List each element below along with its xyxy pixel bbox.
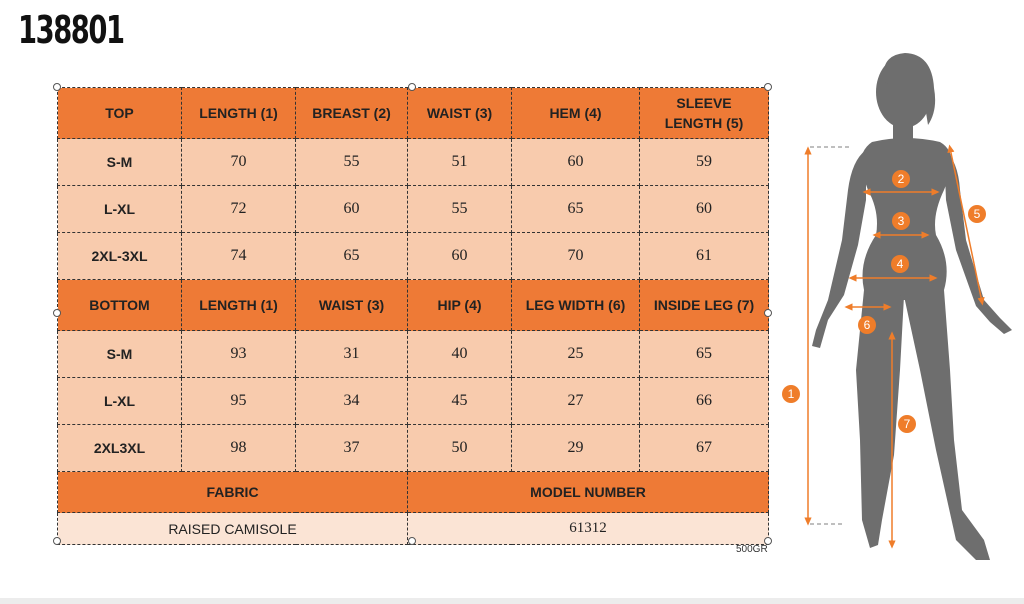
marker-1 <box>782 385 800 403</box>
resize-handle[interactable] <box>764 309 772 317</box>
fabric-label: FABRIC <box>58 472 408 513</box>
marker-6 <box>858 316 876 334</box>
bottom-header-cell: INSIDE LEG (7) <box>640 280 769 331</box>
table-cell: 70 <box>182 139 296 186</box>
table-cell: 37 <box>296 425 408 472</box>
table-cell: 93 <box>182 331 296 378</box>
table-cell: 72 <box>182 186 296 233</box>
top-header-row <box>58 88 769 139</box>
table-cell: 40 <box>408 331 512 378</box>
top-header-cell: HEM (4) <box>512 88 640 139</box>
bottom-header-row <box>58 280 769 331</box>
marker-2 <box>892 170 910 188</box>
table-row <box>58 378 769 425</box>
marker-5 <box>968 205 986 223</box>
body-measurement-figure <box>780 50 1020 575</box>
table-cell: 55 <box>296 139 408 186</box>
fabric-value: RAISED CAMISOLE <box>58 513 408 545</box>
woman-silhouette <box>812 53 1012 560</box>
marker-7 <box>898 415 916 433</box>
table-cell: 34 <box>296 378 408 425</box>
table-cell: 45 <box>408 378 512 425</box>
resize-handle[interactable] <box>408 83 416 91</box>
table-cell: 60 <box>512 139 640 186</box>
top-header-cell: LENGTH (1) <box>182 88 296 139</box>
table-cell: 95 <box>182 378 296 425</box>
resize-handle[interactable] <box>764 83 772 91</box>
size-chart-table <box>57 87 769 545</box>
table-cell: 74 <box>182 233 296 280</box>
top-header-cell: WAIST (3) <box>408 88 512 139</box>
model-number-value: 61312 <box>408 513 769 545</box>
top-header-cell: BREAST (2) <box>296 88 408 139</box>
footer-header-row <box>58 472 769 513</box>
product-code-title: 138801 <box>18 8 124 52</box>
table-cell: 60 <box>640 186 769 233</box>
marker-4 <box>891 255 909 273</box>
svg-text:2: 2 <box>897 172 905 186</box>
bottom-header-cell: WAIST (3) <box>296 280 408 331</box>
size-label: S-M <box>58 331 182 378</box>
table-cell: 60 <box>408 233 512 280</box>
model-number-label: MODEL NUMBER <box>408 472 769 513</box>
table-cell: 98 <box>182 425 296 472</box>
table-row <box>58 186 769 233</box>
svg-text:1: 1 <box>787 387 795 401</box>
size-label: 2XL3XL <box>58 425 182 472</box>
table-cell: 65 <box>512 186 640 233</box>
table-cell: 51 <box>408 139 512 186</box>
table-row <box>58 331 769 378</box>
bottom-header-cell: HIP (4) <box>408 280 512 331</box>
table-cell: 67 <box>640 425 769 472</box>
table-cell: 70 <box>512 233 640 280</box>
bottom-scroll-bar <box>0 598 1024 604</box>
table-cell: 27 <box>512 378 640 425</box>
size-label: L-XL <box>58 186 182 233</box>
table-cell: 60 <box>296 186 408 233</box>
resize-handle[interactable] <box>53 309 61 317</box>
svg-text:7: 7 <box>903 417 911 431</box>
svg-text:5: 5 <box>973 207 981 221</box>
resize-handle[interactable] <box>53 83 61 91</box>
table-cell: 31 <box>296 331 408 378</box>
table-row <box>58 425 769 472</box>
size-label: S-M <box>58 139 182 186</box>
weight-note: 500GR <box>736 544 768 555</box>
table-cell: 59 <box>640 139 769 186</box>
bottom-header-cell: BOTTOM <box>58 280 182 331</box>
table-row <box>58 139 769 186</box>
top-header-cell: SLEEVE LENGTH (5) <box>640 88 769 139</box>
table-cell: 29 <box>512 425 640 472</box>
size-label: L-XL <box>58 378 182 425</box>
resize-handle[interactable] <box>53 537 61 545</box>
table-cell: 65 <box>640 331 769 378</box>
svg-text:4: 4 <box>896 257 904 271</box>
marker-3 <box>892 212 910 230</box>
table-cell: 61 <box>640 233 769 280</box>
top-header-cell: TOP <box>58 88 182 139</box>
svg-text:3: 3 <box>897 214 905 228</box>
size-label: 2XL-3XL <box>58 233 182 280</box>
resize-handle[interactable] <box>408 537 416 545</box>
table-cell: 25 <box>512 331 640 378</box>
table-cell: 66 <box>640 378 769 425</box>
table-cell: 50 <box>408 425 512 472</box>
table-cell: 55 <box>408 186 512 233</box>
table-cell: 65 <box>296 233 408 280</box>
table-row <box>58 233 769 280</box>
bottom-header-cell: LENGTH (1) <box>182 280 296 331</box>
svg-text:6: 6 <box>863 318 871 332</box>
bottom-header-cell: LEG WIDTH (6) <box>512 280 640 331</box>
